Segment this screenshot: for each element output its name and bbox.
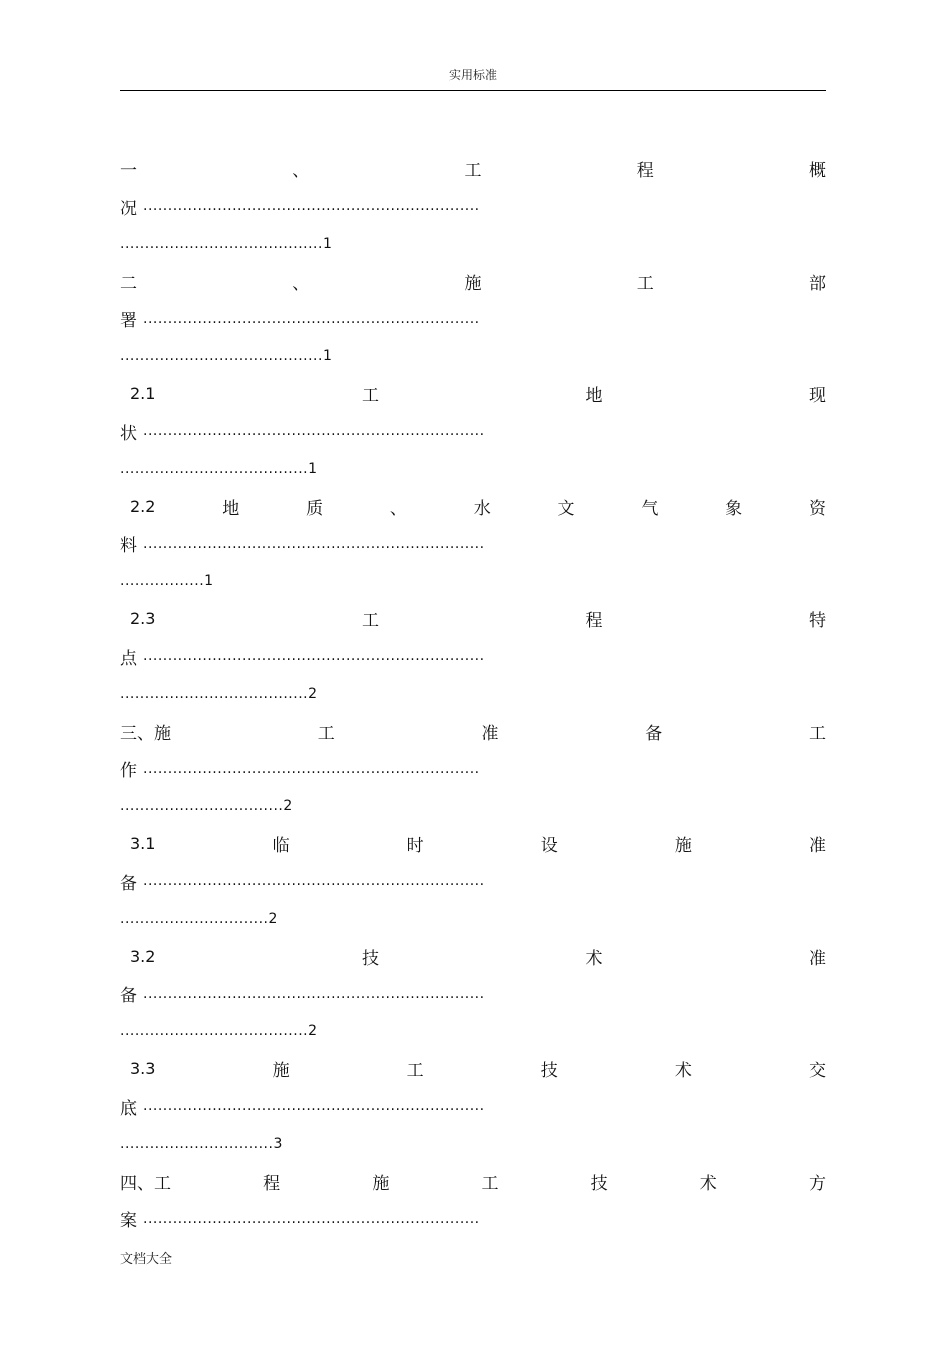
toc-heading-tail: 备	[120, 986, 137, 1007]
toc-heading-segment: 三、施	[120, 723, 171, 744]
toc-heading-segment: 程	[585, 611, 603, 632]
toc-heading-segment: 设	[540, 836, 558, 857]
toc-heading-segment: 二	[120, 273, 137, 294]
toc-page-number: ..............................2	[120, 910, 278, 927]
toc-page-number: ...............................3	[120, 1135, 283, 1152]
toc-heading-tail: 况	[120, 198, 137, 219]
toc-entry-leader	[120, 188, 826, 226]
header-rule	[120, 90, 826, 91]
toc-entry-leader	[120, 638, 826, 676]
toc-page-number-line	[120, 788, 826, 826]
toc-heading-segment: 工	[406, 1061, 424, 1082]
toc-dot-leader: ....................................................................	[143, 1210, 480, 1227]
toc-page-number: .................1	[120, 573, 214, 590]
toc-page-number-line	[120, 225, 826, 263]
toc-heading-segment: 特	[809, 611, 826, 632]
toc-heading-segment: 地	[585, 386, 603, 407]
toc-heading-segment: 技	[540, 1061, 558, 1082]
toc-heading-tail: 点	[120, 648, 137, 669]
toc-heading-segment: 施	[464, 273, 482, 294]
toc-heading-segment: 术	[585, 948, 603, 969]
toc-heading-segment: 、	[292, 161, 310, 182]
toc-dot-leader: .....................................................................	[143, 873, 485, 890]
toc-heading-tail: 案	[120, 1211, 137, 1232]
toc-heading-segment: 2.1	[130, 384, 156, 404]
toc-heading-segment: 3.1	[130, 834, 156, 854]
toc-page-number-line	[120, 675, 826, 713]
toc-dot-leader: .....................................................................	[143, 648, 485, 665]
toc-dot-leader: .....................................................................	[143, 985, 485, 1002]
toc-heading-segment: 四、工	[120, 1173, 171, 1194]
toc-page-number: ......................................2	[120, 1023, 318, 1040]
toc-page-number: .........................................1	[120, 235, 333, 252]
toc-heading-segment: 工	[361, 611, 379, 632]
toc-entry-leader	[120, 413, 826, 451]
toc-heading-segment: 现	[809, 386, 826, 407]
toc-heading-segment: 工	[464, 161, 482, 182]
toc-heading-segment: 工	[361, 386, 379, 407]
toc-heading-segment: 水	[473, 498, 491, 519]
toc-heading-tail: 作	[120, 761, 137, 782]
toc-page-number-line	[120, 338, 826, 376]
toc-page-number: .........................................1	[120, 348, 333, 365]
toc-heading-tail: 备	[120, 873, 137, 894]
toc-entry-leader	[120, 975, 826, 1013]
toc-heading-segment: 地	[222, 498, 240, 519]
toc-heading-segment: 施	[674, 836, 692, 857]
toc-entry-leader	[120, 863, 826, 901]
toc-heading-segment: 技	[361, 948, 379, 969]
toc-page-number-line	[120, 900, 826, 938]
toc-heading-segment: 术	[699, 1173, 717, 1194]
toc-entry-heading[interactable]	[120, 1163, 826, 1201]
toc-heading-segment: 术	[674, 1061, 692, 1082]
toc-page-number: ......................................2	[120, 685, 318, 702]
toc-heading-segment: 程	[636, 161, 654, 182]
toc-dot-leader: .....................................................................	[143, 1098, 485, 1115]
toc-heading-segment: 施	[272, 1061, 290, 1082]
toc-heading-segment: 文	[557, 498, 575, 519]
toc-heading-segment: 3.2	[130, 946, 156, 966]
toc-heading-segment: 工	[809, 723, 826, 744]
toc-entry-leader	[120, 300, 826, 338]
toc-page-number-line	[120, 450, 826, 488]
toc-heading-segment: 气	[641, 498, 659, 519]
toc-dot-leader: ....................................................................	[143, 760, 480, 777]
table-of-contents	[120, 150, 826, 1238]
toc-page-number: ......................................1	[120, 460, 318, 477]
toc-heading-segment: 3.3	[130, 1059, 156, 1079]
toc-dot-leader: ....................................................................	[143, 198, 480, 215]
toc-heading-segment: 概	[809, 161, 826, 182]
toc-entry-heading[interactable]	[120, 488, 826, 526]
toc-entry-heading[interactable]	[120, 713, 826, 751]
toc-heading-tail: 状	[120, 423, 137, 444]
toc-heading-segment: 资	[808, 498, 826, 519]
toc-heading-segment: 临	[272, 836, 290, 857]
toc-heading-segment: 2.3	[130, 609, 156, 629]
toc-heading-tail: 署	[120, 311, 137, 332]
toc-heading-segment: 工	[636, 273, 654, 294]
toc-entry-heading[interactable]	[120, 600, 826, 638]
toc-entry-leader	[120, 525, 826, 563]
toc-heading-segment: 工	[317, 723, 335, 744]
toc-entry-heading[interactable]	[120, 825, 826, 863]
toc-dot-leader: .....................................................................	[143, 423, 485, 440]
toc-entry-leader	[120, 1200, 826, 1238]
toc-heading-segment: 准	[809, 948, 826, 969]
page-header: 实用标准	[448, 68, 497, 82]
toc-heading-segment: 技	[590, 1173, 608, 1194]
toc-page-number-line	[120, 1125, 826, 1163]
toc-heading-tail: 料	[120, 536, 137, 557]
toc-heading-segment: 质	[306, 498, 324, 519]
toc-heading-segment: 2.2	[130, 496, 156, 516]
toc-heading-segment: 、	[292, 273, 310, 294]
toc-entry-heading[interactable]	[120, 150, 826, 188]
toc-heading-segment: 准	[809, 836, 826, 857]
toc-entry-heading[interactable]	[120, 263, 826, 301]
toc-heading-segment: 时	[406, 836, 424, 857]
toc-heading-segment: 方	[808, 1173, 826, 1194]
toc-heading-segment: 一	[120, 161, 137, 182]
toc-entry-leader	[120, 750, 826, 788]
toc-heading-segment: 象	[725, 498, 743, 519]
toc-page-number-line	[120, 1013, 826, 1051]
toc-page-number: .................................2	[120, 798, 293, 815]
toc-entry-heading[interactable]	[120, 938, 826, 976]
toc-heading-segment: 部	[809, 273, 826, 294]
toc-dot-leader: ....................................................................	[143, 310, 480, 327]
toc-heading-segment: 施	[372, 1173, 390, 1194]
toc-heading-segment: 程	[263, 1173, 281, 1194]
toc-heading-tail: 底	[120, 1098, 137, 1119]
toc-entry-leader	[120, 1088, 826, 1126]
toc-heading-segment: 备	[645, 723, 663, 744]
toc-heading-segment: 交	[809, 1061, 826, 1082]
toc-entry-heading[interactable]	[120, 1050, 826, 1088]
toc-heading-segment: 工	[481, 1173, 499, 1194]
toc-page-number-line	[120, 563, 826, 601]
toc-entry-heading[interactable]	[120, 375, 826, 413]
toc-heading-segment: 、	[389, 498, 407, 519]
toc-heading-segment: 准	[481, 723, 499, 744]
page-footer: 文档大全	[120, 1252, 173, 1267]
toc-dot-leader: .....................................................................	[143, 535, 485, 552]
